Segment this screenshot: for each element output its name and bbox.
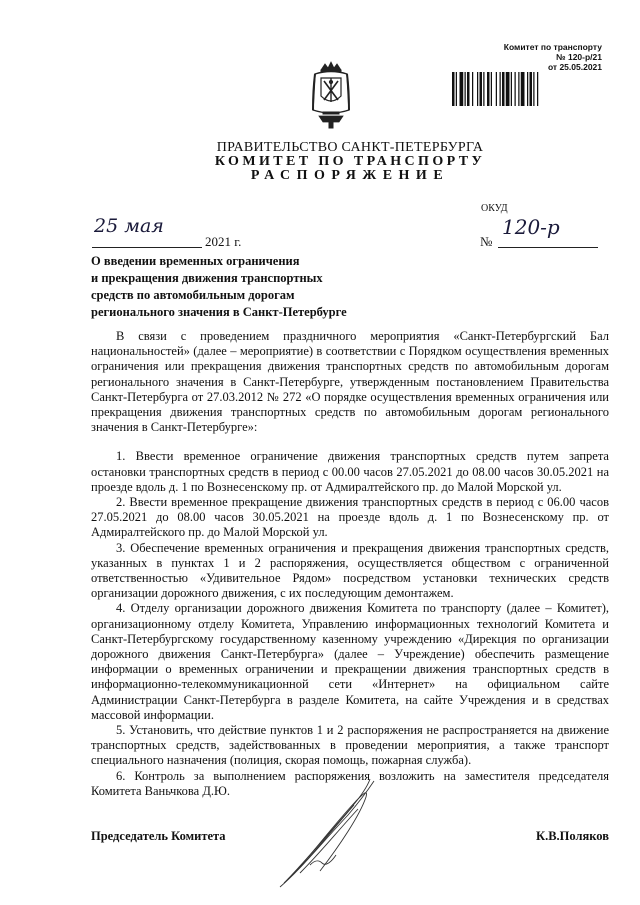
stamp-org: Комитет по транспорту xyxy=(503,42,602,52)
document-type: РАСПОРЯЖЕНИЕ xyxy=(250,168,450,183)
coat-of-arms-icon xyxy=(309,60,353,130)
document-subject xyxy=(91,253,391,321)
barcode xyxy=(452,72,602,106)
signatory-title: Председатель Комитета xyxy=(91,829,226,843)
subject-line: регионального значения в Санкт-Петербурге xyxy=(91,305,347,319)
item-3: 3. Обеспечение временных ограничения и прекращения движения транспортных средств, указанных в пунктах 1 и 2 распоряжения, осуществляется обществом с ограниченной ответственностью «Удивительное Рядом» посредством установки технических средств организации дорожного движения, с их последующим демонтажем. xyxy=(91,540,609,601)
item-5: 5. Установить, что действие пунктов 1 и 2 распоряжения не распространяется на движение транспортных средств, задействованных в проведении мероприятия, а также транспорт специального назначения (полиция, скорая помощь, пожарная служба). xyxy=(91,723,609,768)
stamp-number: № 120-р/21 xyxy=(556,52,602,62)
subject-line: О введении временных ограничения xyxy=(91,254,300,268)
number-label: № xyxy=(480,234,493,249)
stamp-date: от 25.05.2021 xyxy=(547,62,602,72)
item-4: 4. Отделу организации дорожного движения Комитета по транспорту (далее – Комитет), организационному отделу Комитета, Управлению информационных технологий Комитета и Санкт-Петербургскому государственному казенному учреждению «Дирекция по организации дорожного движения Санкт-Петербурга» (далее – Учреждение) обеспечить размещение информации о временных ограничении и прекращении движения транспортных средств в информационно-телекоммуникационной сети «Интернет» на официальном сайте Администрации Санкт-Петербурга в разделе Комитета, на сайте Учреждения и в средствах массовой информации. xyxy=(91,601,609,722)
document-body xyxy=(91,329,609,799)
item-2: 2. Ввести временное прекращение движения транспортных средств в период с 06.00 часов 27.05.2021 до 08.00 часов 30.05.2021 на проезде вдоль д. 1 по Вознесенскому пр. от Адмиралтейского пр. до Малой Морской ул. xyxy=(91,495,609,540)
preamble: В связи с проведением праздничного мероприятия «Санкт-Петербургский Бал национальностей» (далее – мероприятие) в соответствии с Порядком осуществления временных ограничения или прекращения движения транспортных средств по автомобильным дорогам регионального значения в Санкт-Петербурге, утвержденным постановлением Правительства Санкт-Петербурга от 27.03.2012 № 272 «О порядке осуществления временных ограничения или прекращения движения транспортных средств по автомобильным дорогам регионального значения в Санкт-Петербурге»: xyxy=(91,329,609,435)
item-6: 6. Контроль за выполнением распоряжения возложить на заместителя председателя Комитета Ваньчкова Д.Ю. xyxy=(91,768,609,798)
subject-line: и прекращения движения транспортных xyxy=(91,271,323,285)
handwritten-number: 120-р xyxy=(502,215,560,239)
signatory-name: К.В.Поляков xyxy=(536,829,609,843)
okud-label: ОКУД xyxy=(481,203,508,214)
item-1: 1. Ввести временное ограничение движения транспортных средств путем запрета остановки транспортных средств в период с 00.00 часов 27.05.2021 до 08.00 часов 30.05.2021 на проезде вдоль д. 1 по Вознесенскому пр. от Адмиралтейского пр. до Малой Морской ул. xyxy=(91,449,609,494)
committee-title: КОМИТЕТ ПО ТРАНСПОРТУ xyxy=(214,154,486,169)
subject-line: средств по автомобильным дорогам xyxy=(91,288,295,302)
government-title: ПРАВИТЕЛЬСТВО САНКТ-ПЕТЕРБУРГА xyxy=(216,140,484,155)
handwritten-date: 25 мая xyxy=(94,215,164,237)
registration-stamp xyxy=(452,42,602,72)
handwritten-signature xyxy=(270,775,380,895)
date-year: 2021 г. xyxy=(205,234,242,249)
